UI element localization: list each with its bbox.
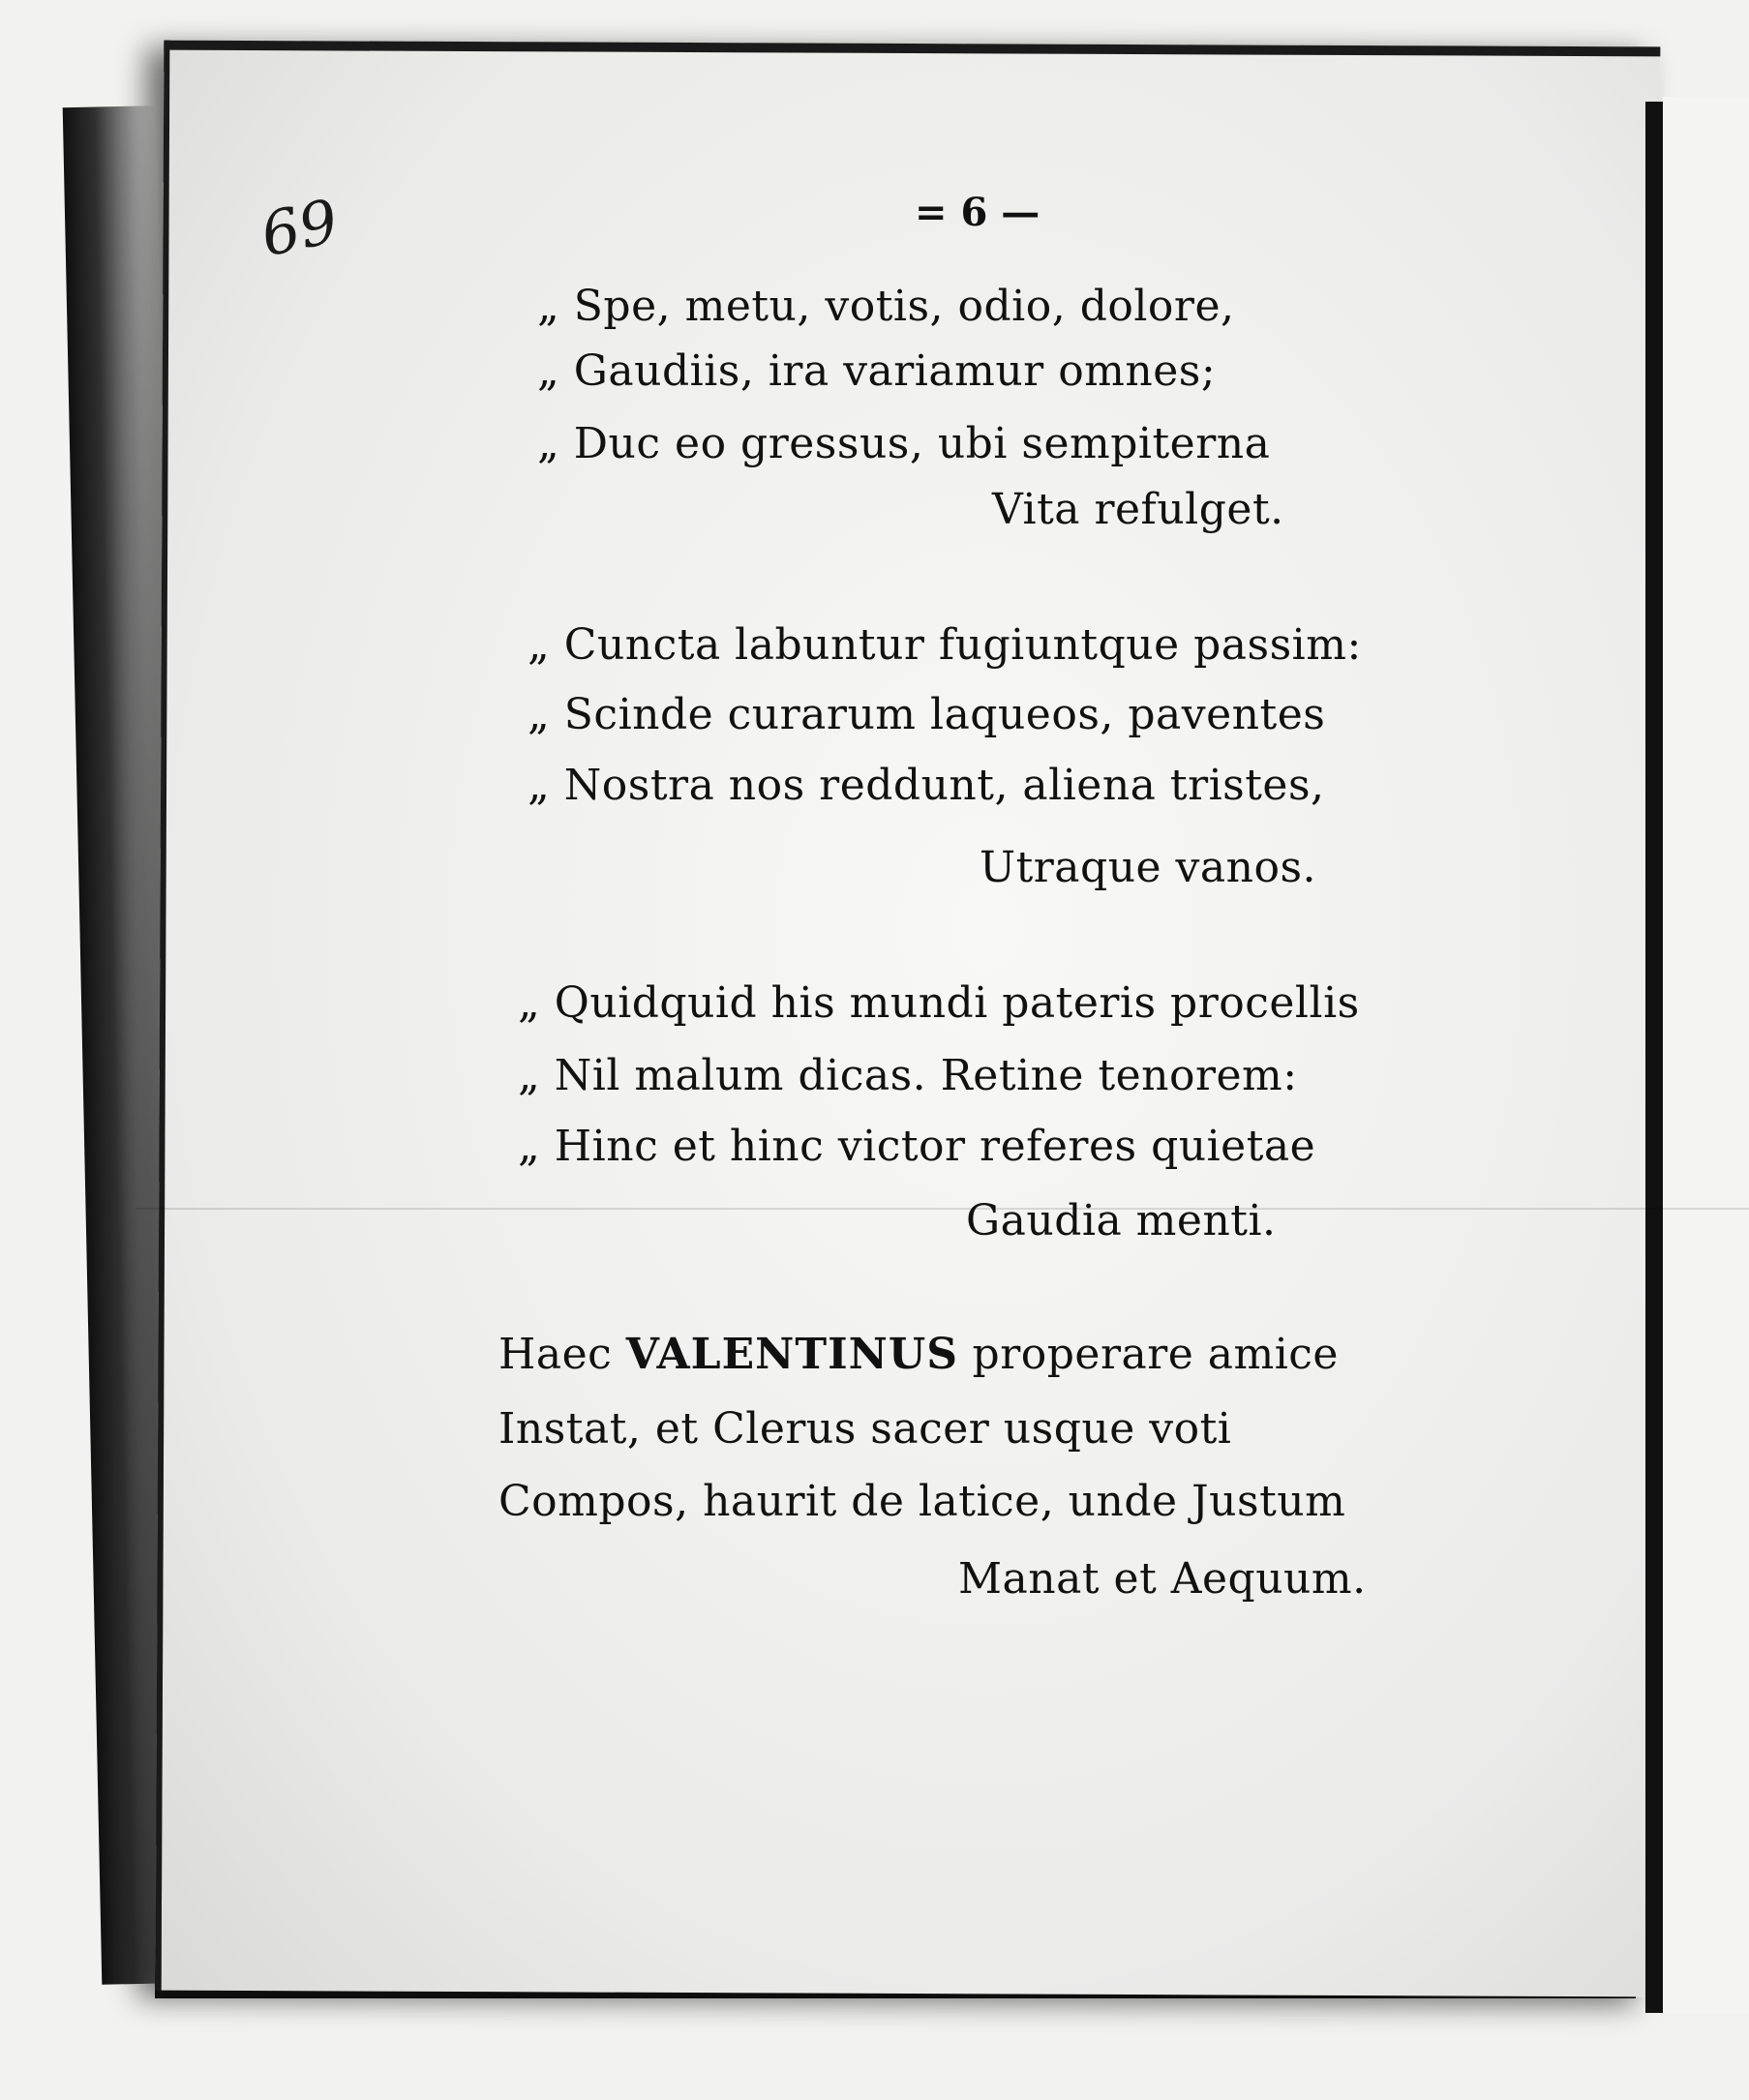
stanza-1-line-2: „ Gaudiis, ira variamur omnes; [537,346,1217,396]
closing-line-1-start: Haec [498,1330,613,1379]
name-valentinus: VALENTINUS [625,1330,959,1379]
adjacent-page-strip [1663,97,1749,2013]
stanza-3-line-4: Gaudia menti. [966,1196,1277,1245]
page-number: = 6 — [915,190,1040,235]
stanza-3-line-3: „ Hinc et hinc victor referes quietae [518,1122,1316,1171]
closing-line-1 [498,1330,1339,1379]
closing-line-3: Compos, haurit de latice, unde Justum [498,1477,1346,1526]
stanza-2-line-3: „ Nostra nos reddunt, aliena tristes, [528,761,1325,810]
stanza-2-line-4: Utraque vanos. [980,843,1317,892]
stanza-1-line-1: „ Spe, metu, votis, odio, dolore, [537,282,1235,331]
stanza-1-line-4: Vita refulget. [992,485,1284,534]
closing-line-1-end: properare amice [972,1330,1339,1379]
closing-line-4: Manat et Aequum. [958,1554,1367,1604]
stanza-3-line-1: „ Quidquid his mundi pateris procellis [518,978,1360,1028]
paper-fold-line [136,1208,1749,1210]
closing-line-2: Instat, et Clerus sacer usque voti [498,1404,1232,1454]
stanza-2-line-1: „ Cuncta labuntur fugiuntque passim: [528,620,1362,670]
book-spine-line [1645,102,1663,2013]
stanza-3-line-2: „ Nil malum dicas. Retine tenorem: [518,1051,1298,1100]
stanza-2-line-2: „ Scinde curarum laqueos, paventes [528,690,1326,739]
stanza-1-line-3: „ Duc eo gressus, ubi sempiterna [537,419,1271,468]
handwritten-margin-note: 69 [255,185,345,271]
